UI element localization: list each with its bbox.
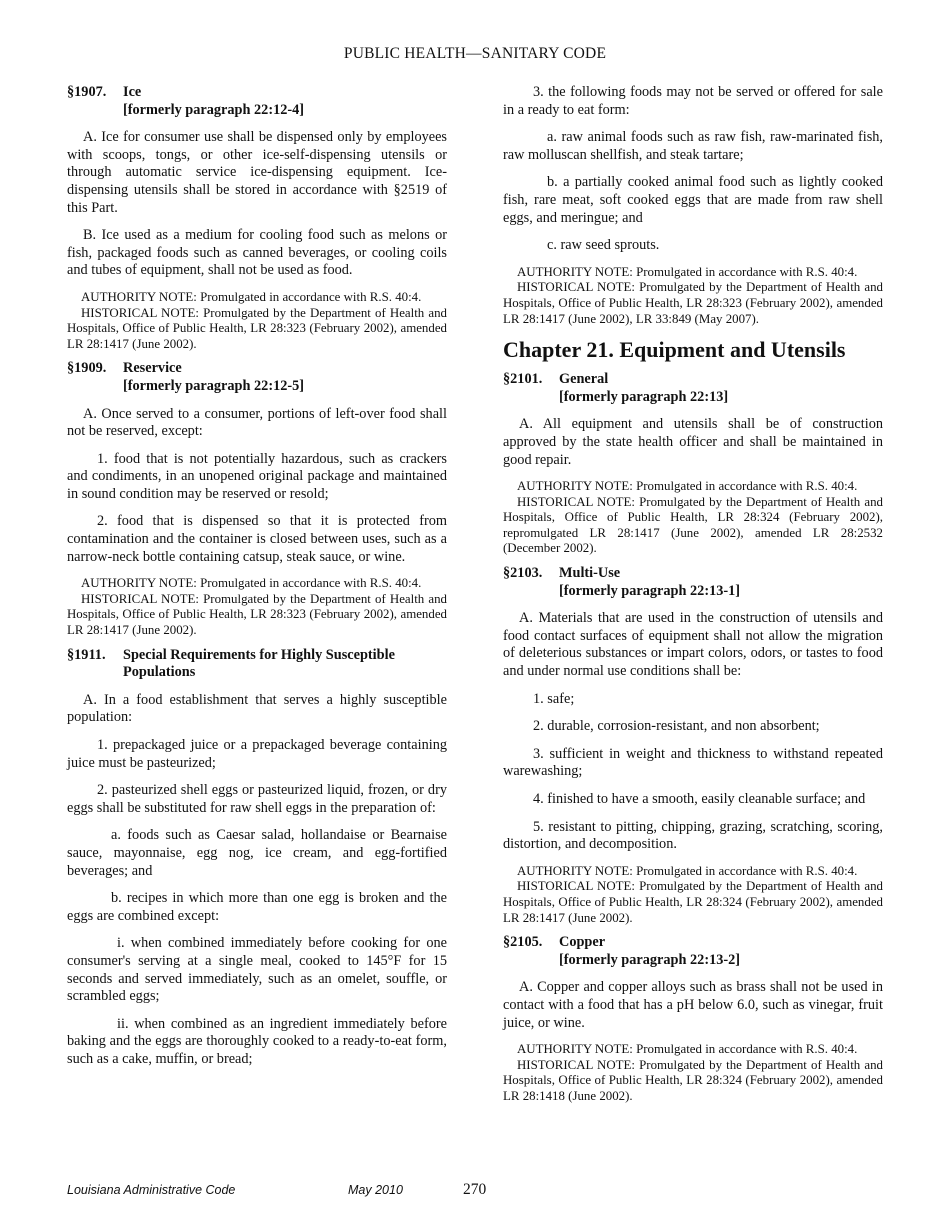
list-item: a. raw animal foods such as raw fish, raw-marinated fish, raw molluscan shellfish, and steak tartare; [503, 129, 883, 163]
left-column [67, 84, 447, 1069]
list-item: 2. pasteurized shell eggs or pasteurized liquid, frozen, or dry eggs shall be substituted for raw shell eggs in the preparation of: [67, 782, 447, 816]
paragraph: B. Ice used as a medium for cooling food such as melons or fish, packaged foods such as canned beverages, or cooling coils and tubes of equipment, shall not be used as food. [67, 227, 447, 279]
right-column [503, 84, 883, 1105]
section-1907-heading [67, 84, 447, 119]
authority-note: AUTHORITY NOTE: Promulgated in accordance with R.S. 40:4. [517, 264, 858, 279]
authority-note: AUTHORITY NOTE: Promulgated in accordance with R.S. 40:4. [517, 863, 858, 878]
paragraph: A. Copper and copper alloys such as brass shall not be used in contact with a food that has a pH below 6.0, such as vinegar, fruit juice, or wine. [503, 979, 883, 1031]
chapter-title: Chapter 21. Equipment and Utensils [503, 337, 846, 363]
list-item: 3. the following foods may not be served or offered for sale in a ready to eat form: [503, 84, 883, 118]
paragraph: A. Ice for consumer use shall be dispensed only by employees with scoops, tongs, or other ice-self-dispensing utensils or through automatic service ice-dispensing equipment. Ice-dispensing utensils shall be stored in accordance with §2519 of this Part. [67, 129, 447, 216]
section-former-ref: [formerly paragraph 22:12-4] [123, 101, 305, 118]
section-former-ref: [formerly paragraph 22:13] [559, 388, 729, 405]
authority-note: AUTHORITY NOTE: Promulgated in accordance with R.S. 40:4. [81, 576, 422, 591]
section-title: Reservice [123, 360, 182, 377]
section-2103-heading [503, 565, 883, 600]
list-item: 1. prepackaged juice or a prepackaged beverage containing juice must be pasteurized; [67, 737, 447, 771]
section-title: Special Requirements for Highly Susceptible Populations [123, 646, 395, 681]
list-item: 3. sufficient in weight and thickness to withstand repeated warewashing; [503, 745, 883, 780]
list-item: i. when combined immediately before cooking for one consumer's serving at a single meal, cooked to 145°F for 15 seconds and served immediately, such as an omelet, souffle, or scrambled eggs; [67, 935, 447, 1005]
list-item: 2. durable, corrosion-resistant, and non absorbent; [533, 718, 820, 735]
section-title: Copper [559, 934, 606, 951]
authority-note: AUTHORITY NOTE: Promulgated in accordance with R.S. 40:4. [517, 1042, 858, 1057]
section-title: Ice [123, 84, 142, 100]
historical-note: HISTORICAL NOTE: Promulgated by the Department of Health and Hospitals, Office of Public Health, LR 28:323 (February 2002), amended LR 28:1417 (June 2002). [67, 305, 447, 351]
section-number: §2105. [503, 934, 543, 951]
section-former-ref: [formerly paragraph 22:13-2] [559, 951, 741, 968]
list-item: b. a partially cooked animal food such as lightly cooked fish, rare meat, soft cooked eggs that are made from raw shell eggs, and meringue; and [503, 174, 883, 226]
section-number: §2101. [503, 371, 543, 388]
footer-publication: Louisiana Administrative Code [67, 1183, 236, 1197]
authority-note: AUTHORITY NOTE: Promulgated in accordance with R.S. 40:4. [81, 289, 422, 304]
section-former-ref: [formerly paragraph 22:12-5] [123, 377, 305, 394]
section-title: General [559, 371, 609, 388]
paragraph: A. All equipment and utensils shall be of construction approved by the state health officer and shall be maintained in good repair. [503, 416, 883, 468]
list-item: 2. food that is dispensed so that it is protected from contamination and the container is closed between uses, such as a narrow-neck bottle containing catsup, steak sauce, or wine. [67, 513, 447, 565]
section-former-ref: [formerly paragraph 22:13-1] [559, 582, 741, 599]
list-item: 5. resistant to pitting, chipping, grazing, scratching, scoring, distortion, and decomposition. [503, 818, 883, 853]
section-2105-heading [503, 934, 883, 969]
section-1911-heading [67, 647, 447, 682]
page-number: 270 [463, 1181, 487, 1198]
section-number: §1911. [67, 646, 106, 663]
historical-note: HISTORICAL NOTE: Promulgated by the Department of Health and Hospitals, Office of Public Health, LR 28:324 (February 2002), amended LR 28:1417 (June 2002). [503, 879, 883, 925]
section-title: Multi-Use [559, 565, 621, 582]
page-footer [0, 1181, 950, 1201]
list-item: b. recipes in which more than one egg is broken and the eggs are combined except: [67, 890, 447, 924]
paragraph: A. In a food establishment that serves a highly susceptible population: [67, 691, 447, 726]
list-item: 1. safe; [533, 690, 575, 707]
list-item: 1. food that is not potentially hazardous, such as crackers and condiments, in an unopened original package and maintained in sound condition may be reserved or resold; [67, 450, 447, 502]
running-header: PUBLIC HEALTH—SANITARY CODE [343, 45, 607, 62]
list-item: a. foods such as Caesar salad, hollandaise or Bearnaise sauce, mayonnaise, egg nog, ice cream, and egg-fortified beverages; and [67, 827, 447, 879]
list-item: ii. when combined as an ingredient immediately before baking and the eggs are thoroughly cooked to a ready-to-eat form, such as a cake, muffin, or bread; [67, 1015, 447, 1067]
footer-date: May 2010 [348, 1183, 403, 1197]
list-item: c. raw seed sprouts. [547, 237, 660, 254]
paragraph: A. Once served to a consumer, portions of left-over food shall not be reserved, except: [67, 405, 447, 440]
historical-note: HISTORICAL NOTE: Promulgated by the Department of Health and Hospitals, Office of Public Health, LR 28:323 (February 2002), amended LR 28:1417 (June 2002). [67, 591, 447, 638]
historical-note: HISTORICAL NOTE: Promulgated by the Department of Health and Hospitals, Office of Public Health, LR 28:324 (February 2002), amended LR 28:1418 (June 2002). [503, 1057, 883, 1103]
historical-note: HISTORICAL NOTE: Promulgated by the Department of Health and Hospitals, Office of Public Health, LR 28:324 (February 2002), repromulgated LR 28:1417 (June 2002), amended LR 28:2532 (December 2002). [503, 494, 883, 556]
section-number: §1909. [67, 360, 107, 377]
list-item: 4. finished to have a smooth, easily cleanable surface; and [533, 791, 866, 807]
historical-note: HISTORICAL NOTE: Promulgated by the Department of Health and Hospitals, Office of Public Health, LR 28:323 (February 2002), amended LR 28:1417 (June 2002), LR 33:849 (May 2007). [503, 280, 883, 326]
section-2101-heading [503, 371, 883, 406]
section-1909-heading [67, 360, 447, 395]
paragraph: A. Materials that are used in the construction of utensils and food contact surfaces of equipment shall not allow the migration of deleterious substances or impart colors, odors, or tastes to food and under normal use conditions shall be: [503, 610, 883, 680]
authority-note: AUTHORITY NOTE: Promulgated in accordance with R.S. 40:4. [517, 479, 858, 494]
section-number: §1907. [67, 84, 107, 100]
section-number: §2103. [503, 565, 543, 582]
